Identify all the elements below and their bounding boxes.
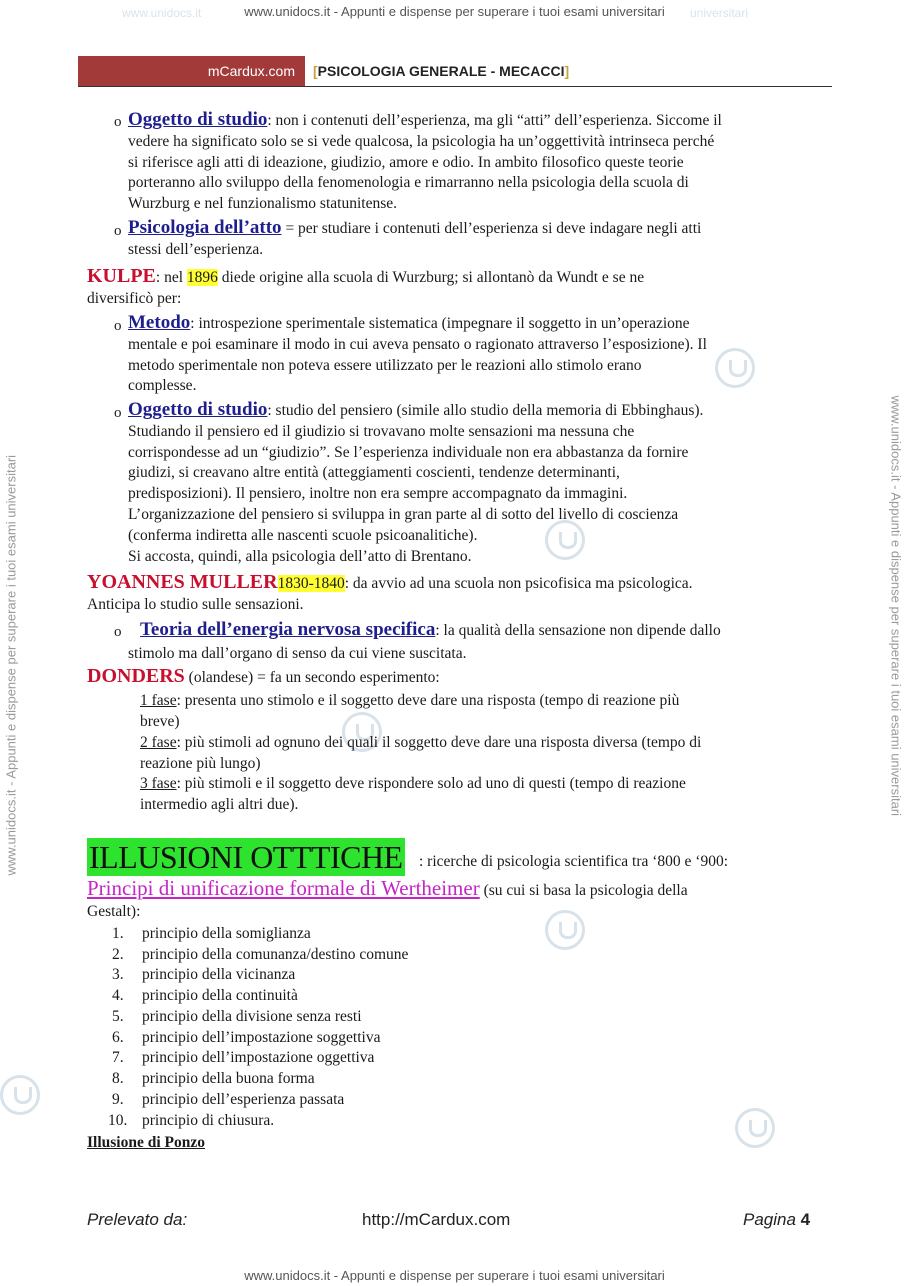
- text-line: porteranno allo sviluppo della fenomenologia e rimarranno nella psicologia della scuola di: [128, 174, 689, 192]
- footer-prelevato: Prelevato da:: [87, 1210, 188, 1229]
- paragraph-oggetto-pensiero: [128, 400, 823, 567]
- text-line: diede origine alla scuola di Wurzburg; si allontanò da Wundt e se ne: [217, 269, 645, 286]
- text-line: metodo sperimentale non poteva essere utilizzato per le reazioni allo stimolo erano: [128, 356, 642, 374]
- bullet-marker: o: [114, 624, 122, 640]
- text-line: : più stimoli ad ognuno dei quali il soggetto deve dare una risposta diversa (tempo di: [176, 734, 702, 751]
- list-item-number: 6.: [112, 1029, 124, 1046]
- paragraph-metodo: [128, 313, 823, 397]
- text-line: vedere ha significato solo se si vede qualcosa, la psicologia ha un’oggettività intrinseca perché: [128, 132, 715, 150]
- list-item-number: 4.: [112, 987, 124, 1004]
- highlight-years: 1830-1840: [277, 575, 345, 592]
- text-line: si riferisce agli atti di ideazione, giudizio, amore e odio. In ambito filosofico queste teorie: [128, 153, 684, 171]
- list-item-number: 8.: [112, 1070, 124, 1087]
- list-item-number: 7.: [112, 1049, 124, 1066]
- paragraph-muller: [87, 572, 823, 616]
- list-item: principio della comunanza/destino comune: [142, 946, 409, 963]
- label-teoria-energia: Teoria dell’energia nervosa specifica: [140, 619, 436, 640]
- text-line: : introspezione sperimentale sistematica (impegnare il soggetto in un’operazione: [190, 315, 690, 332]
- bullet-marker: o: [114, 114, 122, 130]
- footer-page: [743, 1210, 810, 1230]
- footer-page-number: 4: [800, 1210, 811, 1229]
- watermark-ghost-left: www.unidocs.it: [122, 6, 202, 20]
- list-item: principio della buona forma: [142, 1070, 315, 1087]
- header-bracket-close: ]: [564, 63, 570, 79]
- list-item: principio dell’impostazione soggettiva: [142, 1029, 381, 1046]
- list-item-number: 9.: [112, 1091, 124, 1108]
- list-item-number: 5.: [112, 1008, 124, 1025]
- label-fase-2: 2 fase: [140, 734, 177, 751]
- page-header: [78, 56, 832, 86]
- label-oggetto-di-studio: Oggetto di studio: [128, 109, 268, 130]
- list-item: principio della somiglianza: [142, 925, 311, 942]
- paragraph-fase-2: [140, 733, 823, 775]
- heading-donders: DONDERS: [87, 665, 185, 687]
- text-line: predisposizioni). Il pensiero, inoltre non era sempre accompagnato da immagini.: [128, 485, 628, 503]
- highlight-year: 1896: [186, 269, 218, 286]
- bullet-marker: o: [114, 405, 122, 421]
- paragraph-kulpe: [87, 266, 823, 310]
- text-line: intermedio agli altri due).: [140, 795, 299, 813]
- text-line: : non i contenuti dell’esperienza, ma gli “atti” dell’esperienza. Siccome il: [267, 112, 722, 129]
- text-line: breve): [140, 712, 180, 730]
- list-item: principio di chiusura.: [142, 1112, 275, 1129]
- label-psicologia-atto: Psicologia dell’atto: [128, 217, 282, 238]
- text-line: Si accosta, quindi, alla psicologia dell’atto di Brentano.: [128, 547, 472, 565]
- header-bracket-open: [: [313, 63, 318, 79]
- header-site: mCardux.com: [78, 56, 305, 86]
- footer-page-label: Pagina: [743, 1210, 801, 1229]
- heading-muller: YOANNES MULLER: [87, 571, 278, 593]
- header-title: PSICOLOGIA GENERALE - MECACCI: [317, 63, 565, 79]
- text-line: : nel: [155, 269, 187, 286]
- heading-illusioni-ottiche: ILLUSIONI OTTTICHE: [89, 839, 403, 875]
- text-illusioni: : ricerche di psicologia scientifica tra ‘800 e ‘900:: [419, 853, 729, 870]
- header-title-block: [305, 56, 569, 86]
- paragraph-psicologia-atto: [128, 218, 823, 261]
- text-line: L’organizzazione del pensiero si sviluppa in gran parte al di sotto del livello di coscienza: [128, 505, 679, 523]
- paragraph-donders: [87, 666, 823, 689]
- text-line: Anticipa lo studio sulle sensazioni.: [87, 595, 304, 613]
- list-item: principio dell’impostazione oggettiva: [142, 1049, 375, 1066]
- list-item: principio della continuità: [142, 987, 298, 1004]
- paragraph-principi: [87, 878, 823, 923]
- heading-kulpe: KULPE: [87, 265, 156, 287]
- text-line: : da avvio ad una scuola non psicofisica ma psicologica.: [344, 575, 693, 592]
- list-item-number: 1.: [112, 925, 124, 942]
- text-line: reazione più lungo): [140, 754, 261, 772]
- watermark-left-side: www.unidocs.it - Appunti e dispense per superare i tuoi esami universitari: [3, 454, 19, 876]
- paragraph-teoria-energia: [140, 620, 823, 642]
- text-line: (conferma indiretta alle nascenti scuole psicoanalitiche).: [128, 526, 478, 544]
- list-item-number: 10.: [108, 1112, 128, 1129]
- bullet-marker: o: [114, 318, 122, 334]
- text-line: Wurzburg e nel funzionalismo statunitense.: [128, 195, 397, 213]
- text-line: Gestalt):: [87, 902, 141, 920]
- text-line: : presenta uno stimolo e il soggetto deve dare una risposta (tempo di reazione più: [176, 692, 680, 709]
- list-item-number: 2.: [112, 946, 124, 963]
- bullet-marker: o: [114, 223, 122, 239]
- heading-illusione-ponzo: Illusione di Ponzo: [87, 1134, 205, 1151]
- paragraph-fase-3: [140, 774, 823, 816]
- label-oggetto-di-studio-2: Oggetto di studio: [128, 399, 268, 420]
- label-metodo: Metodo: [128, 312, 191, 333]
- watermark-right-side: www.unidocs.it - Appunti e dispense per superare i tuoi esami universitari: [888, 395, 904, 817]
- text-line: Studiando il pensiero ed il giudizio si trovavano molte sensazioni ma nessuna che: [128, 422, 635, 440]
- unidocs-logo-icon: [0, 1075, 40, 1115]
- text-line: (su cui si basa la psicologia della: [479, 882, 688, 899]
- list-item-number: 3.: [112, 966, 124, 983]
- list-item: principio della vicinanza: [142, 966, 296, 983]
- list-item: principio dell’esperienza passata: [142, 1091, 345, 1108]
- footer-link[interactable]: http://mCardux.com: [362, 1210, 511, 1229]
- text-line: : studio del pensiero (simile allo studio della memoria di Ebbinghaus).: [267, 402, 704, 419]
- text-line: corrispondesse ad un “giudizio”. Se l’esperienza individuale non era abbastanza da fornire: [128, 443, 689, 461]
- text-line: mentale e poi esaminare il modo in cui aveva pensato o ragionato attraverso l’esposizione). Il: [128, 335, 707, 353]
- watermark-top: www.unidocs.it - Appunti e dispense per superare i tuoi esami universitari: [244, 4, 665, 19]
- unidocs-logo-icon: [735, 1108, 775, 1148]
- paragraph-teoria-energia-line2: stimolo ma dall’organo di senso da cui viene suscitata.: [128, 645, 467, 662]
- text-line: complesse.: [128, 377, 197, 395]
- heading-principi-wertheimer: Principi di unificazione formale di Wertheimer: [87, 876, 480, 900]
- watermark-bottom: www.unidocs.it - Appunti e dispense per superare i tuoi esami universitari: [244, 1268, 665, 1283]
- header-divider: [78, 86, 832, 87]
- text-line: stessi dell’esperienza.: [128, 240, 264, 258]
- paragraph-fase-1: [140, 691, 823, 733]
- list-item: principio della divisione senza resti: [142, 1008, 362, 1025]
- text-line: = per studiare i contenuti dell’esperienza si deve indagare negli atti: [281, 220, 702, 237]
- label-fase-1: 1 fase: [140, 692, 177, 709]
- text-line: giudizi, si creavano altre entità (atteggiamenti coscienti, tendenze determinanti,: [128, 464, 620, 482]
- text-line: : più stimoli e il soggetto deve rispondere solo ad uno di questi (tempo di reazione: [176, 775, 686, 792]
- label-fase-3: 3 fase: [140, 775, 177, 792]
- text-line: : la qualità della sensazione non dipende dallo: [435, 622, 721, 639]
- watermark-ghost-right: universitari: [690, 6, 749, 20]
- paragraph-oggetto-atti: [128, 110, 823, 215]
- text-line: diversificò per:: [87, 289, 182, 307]
- text-line: (olandese) = fa un secondo esperimento:: [184, 669, 440, 686]
